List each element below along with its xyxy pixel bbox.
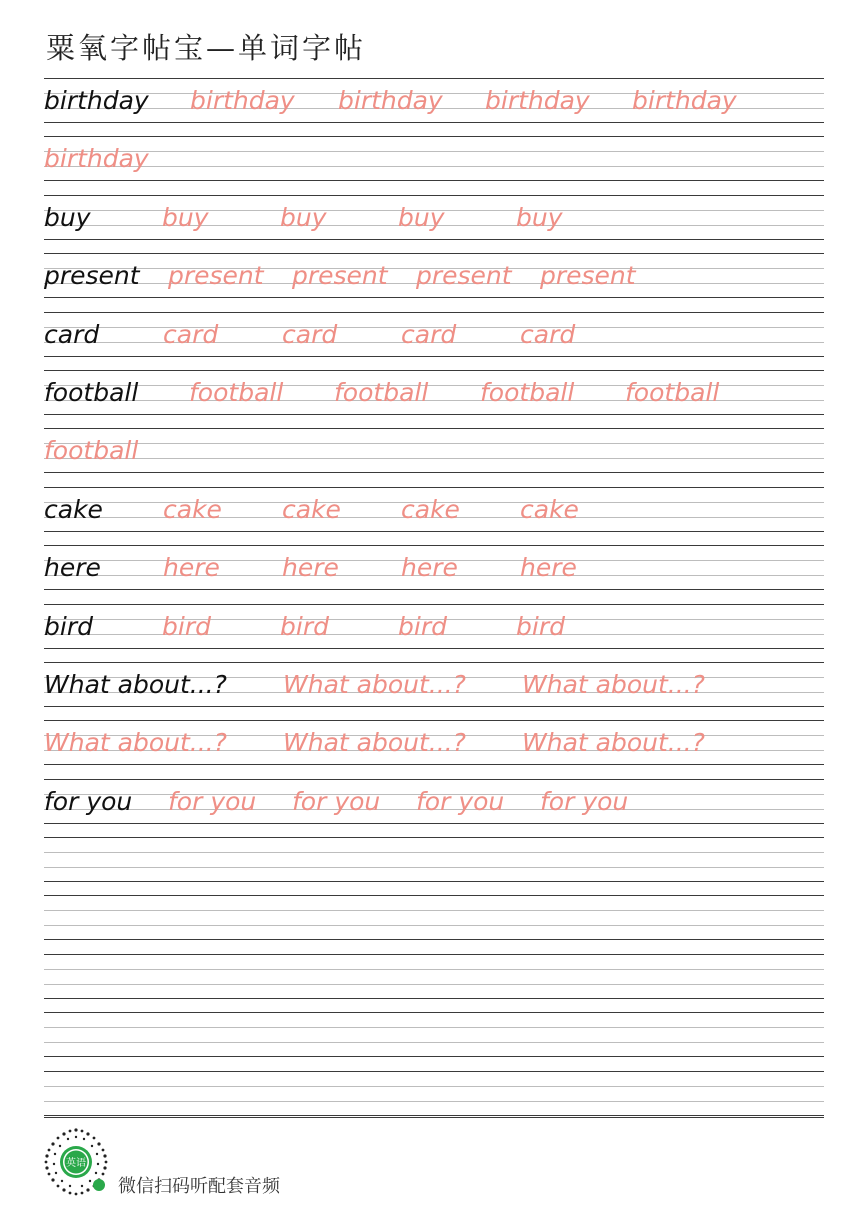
trace-word: here bbox=[401, 553, 458, 583]
footer bbox=[40, 1126, 360, 1206]
trace-word: here bbox=[282, 553, 339, 583]
ruling-line bbox=[44, 78, 824, 79]
row-words bbox=[44, 548, 824, 588]
trace-word: birthday bbox=[632, 86, 737, 115]
trace-word: cake bbox=[282, 494, 341, 524]
practice-row bbox=[44, 718, 824, 776]
trace-word: card bbox=[163, 319, 219, 349]
trace-word: present bbox=[416, 261, 512, 291]
model-word: buy bbox=[44, 202, 91, 232]
grid-bottom-line bbox=[44, 1117, 824, 1118]
ruling-line bbox=[44, 837, 824, 838]
trace-word: buy bbox=[398, 202, 445, 232]
practice-row bbox=[44, 134, 824, 192]
ruling-line bbox=[44, 1012, 824, 1013]
trace-word: bird bbox=[516, 611, 565, 641]
row-words bbox=[44, 898, 824, 938]
ruling-line bbox=[44, 297, 824, 298]
scan-hint: 微信扫码听配套音频 bbox=[118, 1176, 280, 1197]
practice-row bbox=[44, 660, 824, 718]
ruling-line bbox=[44, 954, 824, 955]
row-words bbox=[44, 1015, 824, 1055]
ruling-line bbox=[44, 136, 824, 137]
practice-row bbox=[44, 368, 824, 426]
ruling-line bbox=[44, 662, 824, 663]
trace-word: What about...? bbox=[283, 728, 466, 758]
practice-row bbox=[44, 485, 824, 543]
practice-row bbox=[44, 835, 824, 893]
ruling-line bbox=[44, 604, 824, 605]
model-word: for you bbox=[44, 786, 133, 816]
trace-word: present bbox=[168, 261, 264, 291]
trace-word: present bbox=[540, 261, 636, 291]
row-words bbox=[44, 315, 824, 355]
ruling-line bbox=[44, 414, 824, 415]
model-word: bird bbox=[44, 611, 93, 641]
trace-word: buy bbox=[162, 202, 209, 232]
model-word: present bbox=[44, 261, 140, 291]
model-word: What about...? bbox=[44, 669, 227, 699]
ruling-line bbox=[44, 823, 824, 824]
trace-word: birthday bbox=[338, 86, 443, 115]
trace-word: birthday bbox=[485, 86, 590, 115]
practice-row bbox=[44, 543, 824, 601]
row-words bbox=[44, 1074, 824, 1114]
trace-word: here bbox=[163, 553, 220, 583]
ruling-line bbox=[44, 764, 824, 765]
ruling-line bbox=[44, 428, 824, 429]
practice-row bbox=[44, 251, 824, 309]
trace-word: card bbox=[282, 319, 338, 349]
ruling-line bbox=[44, 1115, 824, 1116]
trace-word: birthday bbox=[44, 144, 149, 174]
ruling-line bbox=[44, 239, 824, 240]
trace-word: football bbox=[480, 377, 575, 407]
trace-word: football bbox=[44, 436, 139, 466]
trace-word: cake bbox=[520, 494, 579, 524]
practice-row bbox=[44, 777, 824, 835]
row-words bbox=[44, 782, 824, 822]
trace-word: for you bbox=[416, 786, 505, 816]
trace-word: here bbox=[520, 553, 577, 583]
row-words bbox=[44, 665, 824, 705]
ruling-line bbox=[44, 706, 824, 707]
trace-word: buy bbox=[516, 202, 563, 232]
trace-word: card bbox=[520, 319, 576, 349]
trace-word: football bbox=[625, 377, 720, 407]
row-words bbox=[44, 373, 824, 413]
trace-word: What about...? bbox=[522, 669, 705, 699]
trace-word: buy bbox=[280, 202, 327, 232]
row-words bbox=[44, 607, 824, 647]
trace-word: football bbox=[334, 377, 429, 407]
row-words bbox=[44, 256, 824, 296]
ruling-line bbox=[44, 472, 824, 473]
ruling-line bbox=[44, 545, 824, 546]
practice-row bbox=[44, 76, 824, 134]
model-word: football bbox=[44, 377, 139, 407]
row-words bbox=[44, 723, 824, 763]
trace-word: bird bbox=[162, 611, 211, 641]
model-word: cake bbox=[44, 494, 103, 524]
ruling-line bbox=[44, 370, 824, 371]
trace-word: for you bbox=[540, 786, 629, 816]
ruling-line bbox=[44, 939, 824, 940]
practice-row bbox=[44, 193, 824, 251]
trace-word: bird bbox=[280, 611, 329, 641]
ruling-line bbox=[44, 531, 824, 532]
ruling-line bbox=[44, 1056, 824, 1057]
practice-row bbox=[44, 1069, 824, 1127]
ruling-line bbox=[44, 881, 824, 882]
ruling-line bbox=[44, 122, 824, 123]
trace-word: for you bbox=[292, 786, 381, 816]
trace-word: What about...? bbox=[44, 728, 227, 758]
row-words bbox=[44, 431, 824, 471]
practice-row bbox=[44, 893, 824, 951]
ruling-line bbox=[44, 720, 824, 721]
ruling-line bbox=[44, 195, 824, 196]
trace-word: present bbox=[292, 261, 388, 291]
trace-word: card bbox=[401, 319, 457, 349]
row-words bbox=[44, 840, 824, 880]
ruling-line bbox=[44, 312, 824, 313]
model-word: birthday bbox=[44, 86, 149, 115]
trace-word: football bbox=[189, 377, 284, 407]
practice-row bbox=[44, 952, 824, 1010]
trace-word: cake bbox=[163, 494, 222, 524]
row-words bbox=[44, 490, 824, 530]
practice-row bbox=[44, 310, 824, 368]
ruling-line bbox=[44, 356, 824, 357]
trace-word: What about...? bbox=[522, 728, 705, 758]
page-title: 粟氧字帖宝—单词字帖 bbox=[46, 31, 367, 65]
qr-badge-label: 英语 bbox=[66, 1158, 86, 1169]
practice-sheet bbox=[44, 76, 824, 1118]
trace-word: What about...? bbox=[283, 669, 466, 699]
trace-word: for you bbox=[168, 786, 257, 816]
trace-word: birthday bbox=[190, 86, 295, 115]
model-word: here bbox=[44, 553, 101, 583]
practice-row bbox=[44, 602, 824, 660]
ruling-line bbox=[44, 648, 824, 649]
row-words bbox=[44, 198, 824, 238]
ruling-line bbox=[44, 1071, 824, 1072]
ruling-line bbox=[44, 180, 824, 181]
ruling-line bbox=[44, 487, 824, 488]
row-words bbox=[44, 139, 824, 179]
practice-row bbox=[44, 1010, 824, 1068]
ruling-line bbox=[44, 998, 824, 999]
model-word: card bbox=[44, 319, 100, 349]
practice-row bbox=[44, 426, 824, 484]
qr-code-icon[interactable] bbox=[40, 1126, 112, 1198]
ruling-line bbox=[44, 589, 824, 590]
trace-word: cake bbox=[401, 494, 460, 524]
row-words bbox=[44, 81, 824, 121]
trace-word: bird bbox=[398, 611, 447, 641]
ruling-line bbox=[44, 895, 824, 896]
ruling-line bbox=[44, 253, 824, 254]
ruling-line bbox=[44, 779, 824, 780]
row-words bbox=[44, 957, 824, 997]
